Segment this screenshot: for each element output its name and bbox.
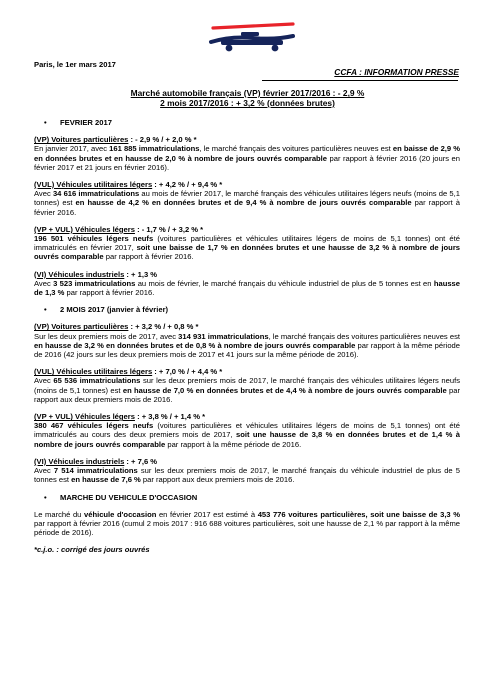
text: Le marché du xyxy=(34,509,84,519)
emphasis: véhicule d'occasion xyxy=(84,509,157,519)
text: Avec xyxy=(34,278,54,288)
emphasis: 380 467 véhicules légers neufs xyxy=(34,421,154,431)
emphasis: en hausse de 7,0 % en données brutes et de 4,4 % à nombre de jours ouvrés comparable xyxy=(122,385,447,395)
feb-vpvul-figures: : - 1,7 % / + 3,2 % * xyxy=(134,224,204,234)
emphasis: en baisse de 2,9 % en données brutes et en hausse de 2,0 % à nombre de jours ouvrés comparable xyxy=(34,144,461,163)
two-vul-label: (VUL) Véhicules utilitaires légers xyxy=(34,367,153,377)
two-vp-heading xyxy=(34,322,460,331)
section-used-market: • MARCHE DU VEHICULE D'OCCASION xyxy=(60,493,460,502)
text: Sur les deux premiers mois de 2017, avec xyxy=(34,331,179,341)
text: par rapport à février 2016. xyxy=(64,288,155,298)
feb-vi-heading xyxy=(34,270,460,279)
two-vul-figures: : + 7,0 % / + 4,4 % * xyxy=(152,367,223,377)
footnote: *c.j.o. : corrigé des jours ouvrés xyxy=(34,545,150,555)
text: par rapport aux deux premiers mois de 2016. xyxy=(140,475,295,485)
feb-vpvul-text xyxy=(34,234,460,262)
feb-vpvul-heading xyxy=(34,225,460,234)
two-vp-figures: : + 3,2 % / + 0,8 % * xyxy=(128,322,199,332)
emphasis: 7 514 immatriculations xyxy=(53,466,138,476)
text: par rapport aux deux premiers mois de 2016. xyxy=(34,385,460,404)
two-vul-block xyxy=(34,367,460,404)
two-vp-text xyxy=(34,332,460,360)
used-block xyxy=(34,510,460,538)
text: par rapport à la même période de 2016 (42 jours sur les deux premiers mois de 2017 et 41 jours sur la même période de 2016). xyxy=(34,340,461,360)
two-vul-text xyxy=(34,376,460,404)
feb-vul-label: (VUL) Véhicules utilitaires légers xyxy=(34,180,153,190)
emphasis: 161 885 immatriculations xyxy=(109,144,200,154)
title-line-1: Marché automobile français (VP) février 2017/2016 : - 2,9 % xyxy=(130,88,365,98)
text: par rapport à février 2016. xyxy=(34,198,460,217)
text: Avec xyxy=(34,189,53,199)
emphasis: 314 931 immatriculations xyxy=(178,331,269,341)
feb-vul-figures: : + 4,2 % / + 9,4 % * xyxy=(152,180,223,190)
release-date: Paris, le 1er mars 2017 xyxy=(34,60,116,69)
two-vi-block xyxy=(34,457,460,485)
press-heading: CCFA : INFORMATION PRESSE xyxy=(334,67,459,77)
section-two-months: • 2 MOIS 2017 (janvier à février) xyxy=(60,305,460,314)
text: par rapport à février 2016. xyxy=(103,252,194,262)
text: , le marché français des voitures particulières neuves est xyxy=(268,331,460,341)
feb-vpvul-block xyxy=(34,225,460,262)
two-vpvul-figures: : + 3,8 % / + 1,4 % * xyxy=(134,412,206,422)
two-vul-heading xyxy=(34,367,460,376)
body-content xyxy=(34,118,460,555)
two-vp-label: (VP) Voitures particulières xyxy=(34,322,129,332)
emphasis: hausse de 1,3 % xyxy=(34,278,460,298)
emphasis: 196 501 véhicules légers neufs xyxy=(34,234,154,244)
two-vpvul-heading xyxy=(34,412,460,421)
feb-vpvul-label: (VP + VUL) Véhicules légers xyxy=(34,224,135,234)
section-feb: • FEVRIER 2017 xyxy=(60,118,460,127)
text: Avec xyxy=(34,376,54,386)
feb-vp-block xyxy=(34,135,460,172)
text: (voitures particulières et véhicules utilitaires légers de moins de 5,1 tonnes) ont été immatriculés au cours des deux premiers mois de 2017, xyxy=(34,421,460,440)
emphasis: en hausse de 3,2 % en données brutes et de 0,8 % à nombre de jours ouvrés comparable xyxy=(34,340,356,350)
text: sur les deux premiers mois de 2017, le marché français du véhicule industriel de plus de 5 tonnes est xyxy=(34,466,460,485)
two-vi-text xyxy=(34,466,460,484)
emphasis: 34 616 immatriculations xyxy=(52,189,140,199)
feb-vp-label: (VP) Voitures particulières xyxy=(34,135,129,145)
emphasis: soit une baisse de 1,7 % en données brutes et une hausse de 3,2 % à nombre de jours ouvrés comparable xyxy=(34,243,460,262)
text: par rapport à février 2016 (cumul 2 mois 2017 : 916 688 voitures particulières, soit une hausse de 2,1 % par rapport à la même période de 2016). xyxy=(34,518,460,538)
title-line-2: 2 mois 2017/2016 : + 3,2 % (données brutes) xyxy=(160,98,335,108)
feb-vul-block xyxy=(34,180,460,217)
emphasis: 3 523 immatriculations xyxy=(53,278,136,288)
two-vi-label: (VI) Véhicules industriels xyxy=(34,456,125,466)
emphasis: en hausse de 4,2 % en données brutes et de 9,4 % à nombre de jours ouvrés comparable xyxy=(75,198,412,208)
text: sur les deux premiers mois de 2017, le marché français des véhicules utilitaires légers neufs (moins de 5,1 tonnes) est xyxy=(34,376,460,395)
text: au mois de février 2017, le marché français des véhicules utilitaires légers neufs (moins de 5,1 tonnes) est xyxy=(34,189,460,208)
text: par rapport à la même période de 2016. xyxy=(165,439,302,449)
feb-vul-text xyxy=(34,189,460,217)
emphasis: soit une hausse de 3,8 % en données brutes et de 1,4 % à nombre de jours ouvrés comparable xyxy=(34,430,460,449)
text: Avec xyxy=(34,466,54,476)
feb-vp-text xyxy=(34,144,460,172)
feb-vi-block xyxy=(34,270,460,298)
two-vpvul-text xyxy=(34,421,460,449)
two-vi-figures: : + 7,6 % xyxy=(124,456,158,466)
header-rule xyxy=(262,80,458,81)
feb-vp-figures: : - 2,9 % / + 2,0 % * xyxy=(128,135,197,145)
used-text xyxy=(34,510,460,538)
text: en février 2017 est estimé à xyxy=(156,509,258,519)
ccfa-logo xyxy=(205,22,301,56)
text: , le marché français des voitures particulières neuves est xyxy=(199,144,393,154)
feb-vi-label: (VI) Véhicules industriels xyxy=(34,269,125,279)
feb-vul-heading xyxy=(34,180,460,189)
emphasis: 65 536 immatriculations xyxy=(53,376,141,386)
two-vpvul-block xyxy=(34,412,460,449)
text: par rapport à février 2016 (20 jours en février 2017 et 21 jours en février 2016). xyxy=(34,153,460,172)
emphasis: 453 776 voitures particulières, soit une baisse de 3,3 % xyxy=(257,509,460,519)
text: (voitures particulières et véhicules utilitaires légers de moins de 5,1 tonnes) ont été immatriculés en février 2017, xyxy=(34,234,460,253)
two-vpvul-label: (VP + VUL) Véhicules légers xyxy=(34,412,135,422)
text: au mois de février, le marché français du véhicule industriel de plus de 5 tonnes est en xyxy=(135,278,434,288)
feb-vp-heading xyxy=(34,135,460,144)
two-vi-heading xyxy=(34,457,460,466)
text: En janvier 2017, avec xyxy=(34,144,110,154)
two-vp-block xyxy=(34,322,460,359)
emphasis: en hausse de 7,6 % xyxy=(71,475,141,485)
feb-vi-text xyxy=(34,279,460,297)
feb-vi-figures: : + 1,3 % xyxy=(124,269,158,279)
